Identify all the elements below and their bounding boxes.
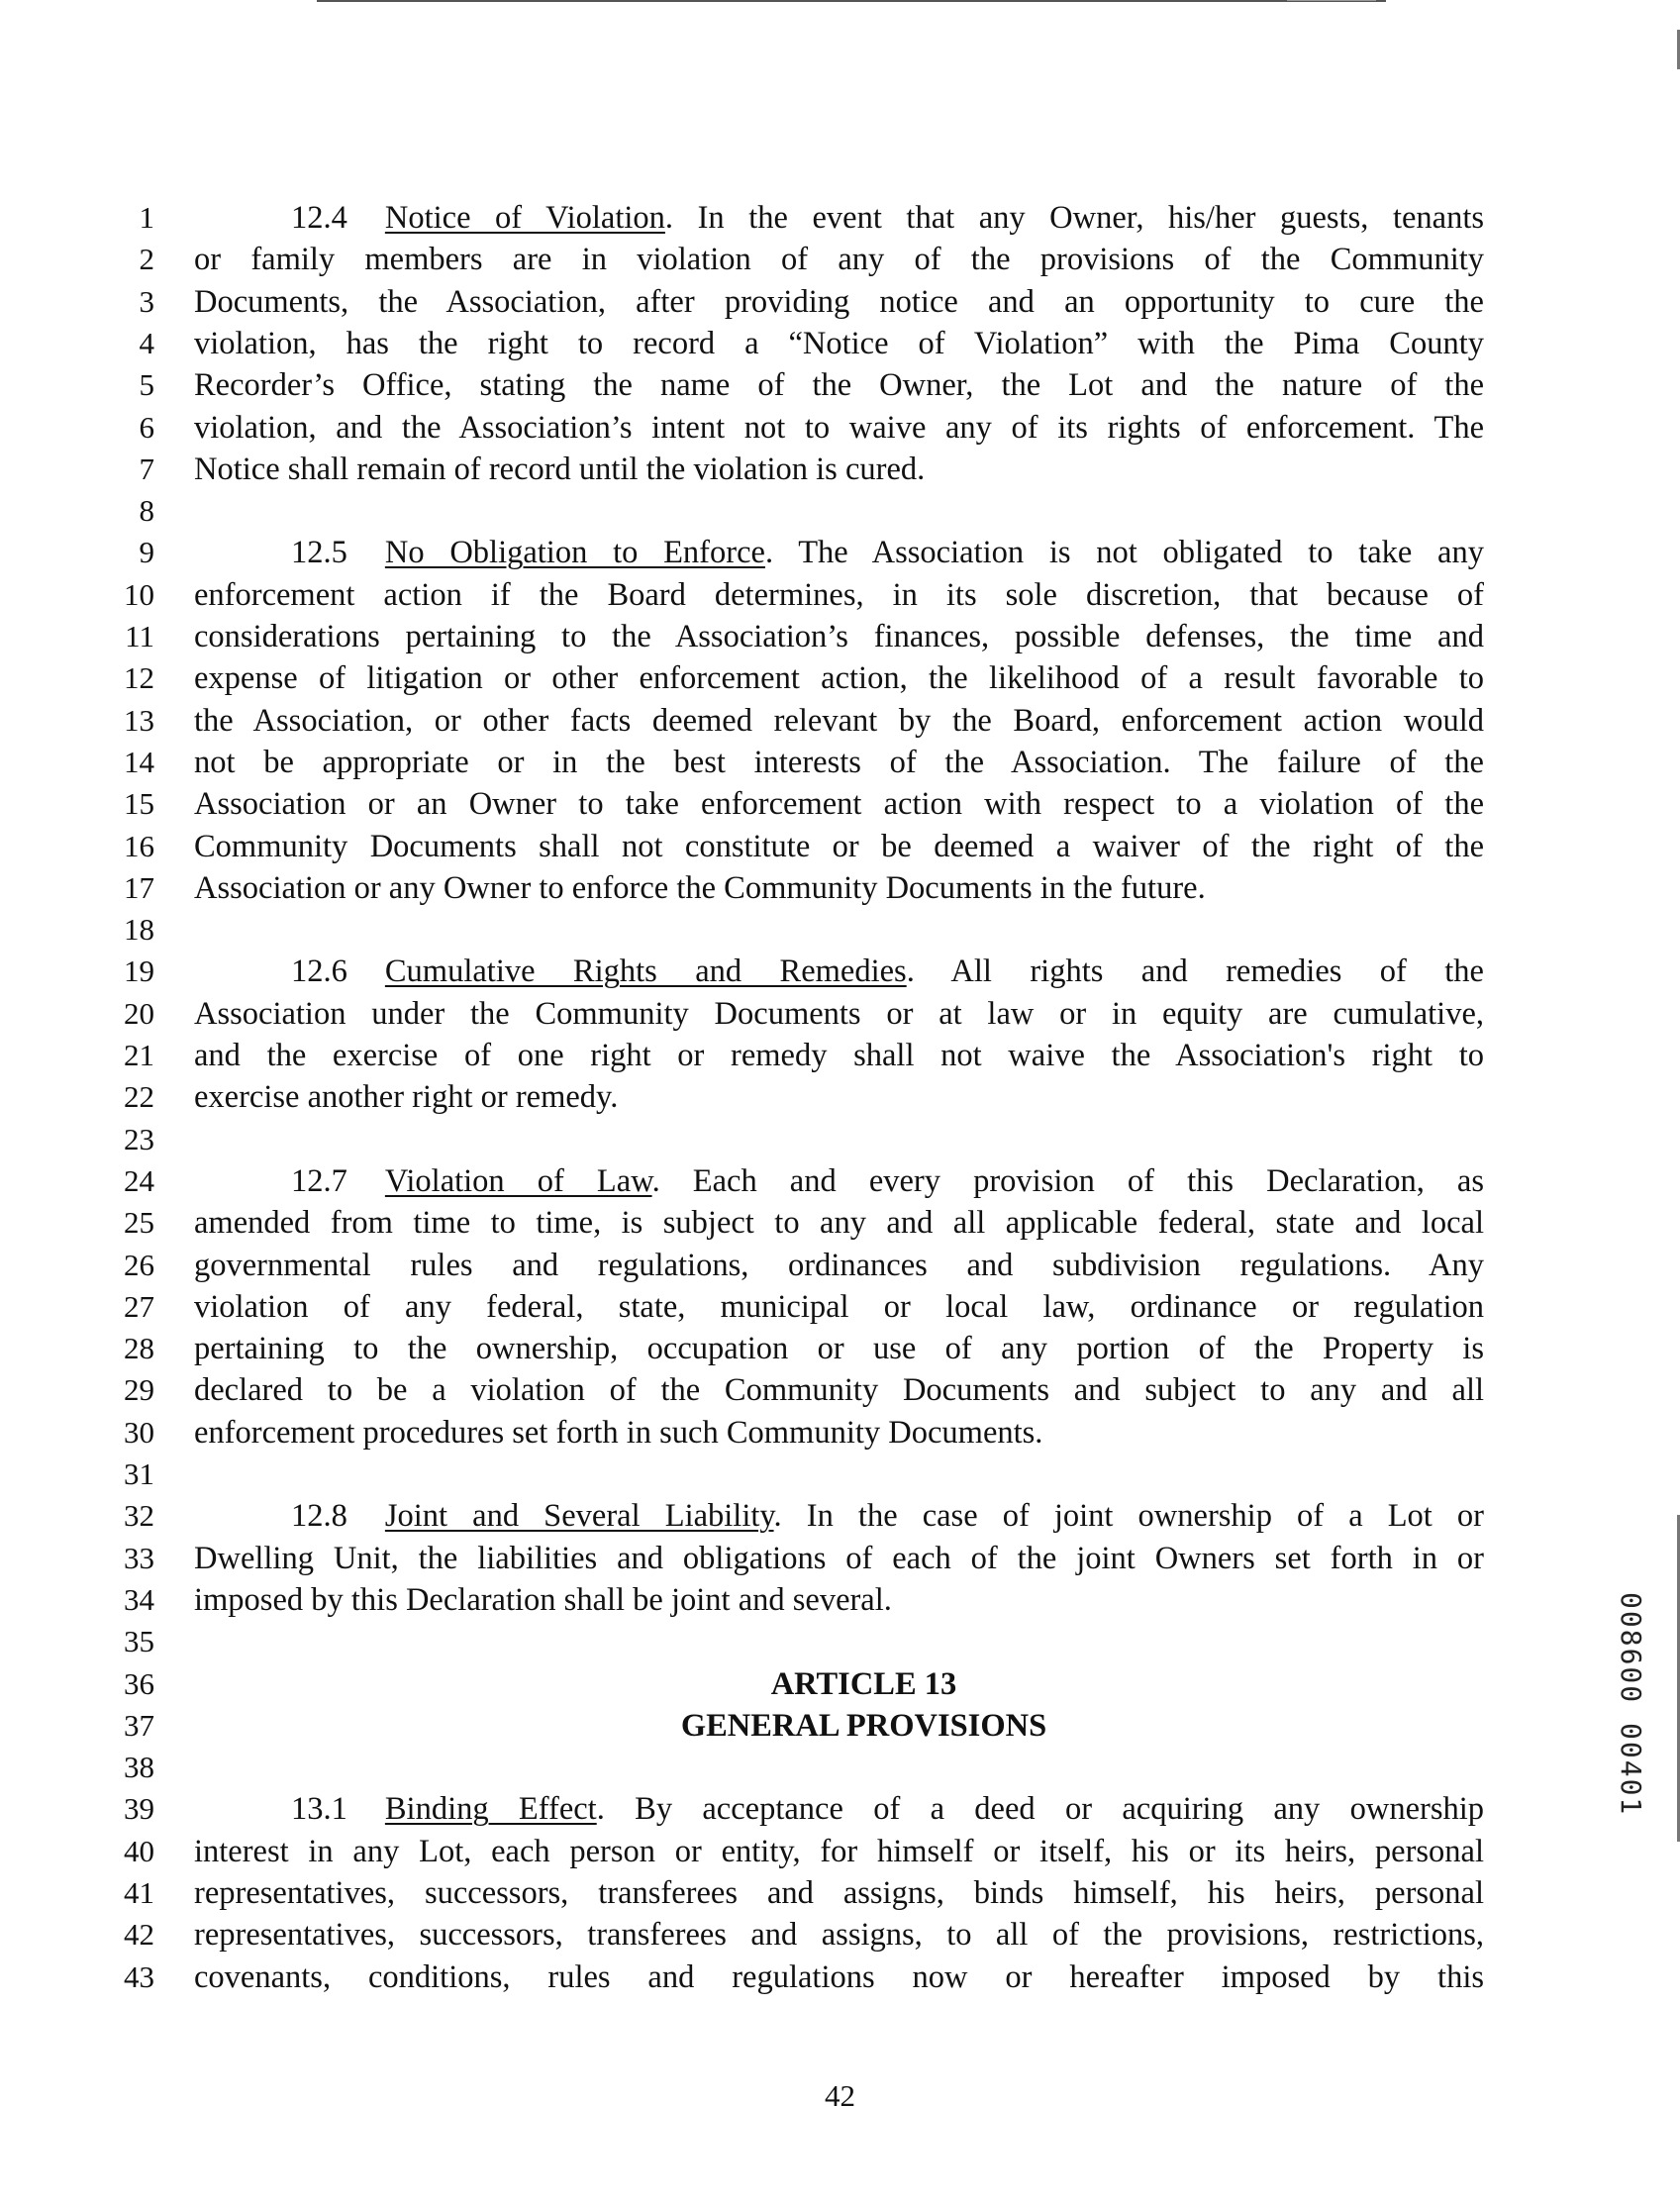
line-number: 34 <box>124 1581 154 1617</box>
line-number: 43 <box>124 1958 154 1994</box>
section-title: Notice of Violation <box>384 200 665 236</box>
line-text: Recorder’s Office, stating the name of the Owner, the Lot and the nature of the <box>194 367 1484 404</box>
section-number: 12.8 <box>291 1498 347 1535</box>
top-scan-rule <box>317 0 1386 2</box>
section-number: 12.7 <box>291 1162 347 1199</box>
line-number: 3 <box>139 283 154 319</box>
section-heading-line <box>194 532 1484 573</box>
document-line <box>0 1788 1680 1830</box>
document-line <box>0 323 1680 364</box>
section-title: Binding Effect <box>384 1791 597 1828</box>
document-line <box>0 1412 1680 1454</box>
document-line <box>0 1245 1680 1286</box>
line-number: 38 <box>124 1750 154 1785</box>
line-number: 24 <box>124 1162 154 1198</box>
line-text: imposed by this Declaration shall be joint and several. <box>194 1581 892 1618</box>
section-title: Violation of Law <box>384 1162 652 1199</box>
line-number: 19 <box>124 953 154 989</box>
line-number: 22 <box>124 1079 154 1115</box>
line-number: 10 <box>124 576 154 612</box>
line-text: Association or an Owner to take enforcement action with respect to a violation of the <box>194 786 1484 823</box>
section-text: . All rights and remedies of the <box>906 953 1484 990</box>
line-text: violation, and the Association’s intent not to waive any of its rights of enforcement. The <box>194 409 1484 446</box>
line-number: 16 <box>124 828 154 863</box>
document-line <box>0 574 1680 616</box>
line-text: Dwelling Unit, the liabilities and obligations of each of the joint Owners set forth in or <box>194 1540 1484 1576</box>
document-line <box>0 449 1680 490</box>
document-line <box>0 616 1680 657</box>
document-line <box>0 1286 1680 1328</box>
page-number: 42 <box>825 2078 855 2113</box>
line-text: representatives, successors, transferees and assigns, binds himself, his heirs, personal <box>194 1875 1484 1911</box>
line-number: 41 <box>124 1875 154 1910</box>
line-number: 8 <box>139 493 154 529</box>
document-line <box>0 1831 1680 1872</box>
top-scan-rule-secondary <box>1287 0 1376 1</box>
line-number: 18 <box>124 912 154 948</box>
line-text: interest in any Lot, each person or entity, for himself or itself, his or its heirs, personal <box>194 1833 1484 1869</box>
section-heading-line <box>194 1495 1484 1537</box>
section-text: . By acceptance of a deed or acquiring any ownership <box>596 1791 1485 1828</box>
document-line <box>0 1705 1680 1747</box>
line-text: declared to be a violation of the Community Documents and subject to any and all <box>194 1372 1484 1409</box>
line-text: or family members are in violation of any of the provisions of the Community <box>194 242 1484 278</box>
line-text: enforcement procedures set forth in such Community Documents. <box>194 1414 1043 1451</box>
document-line <box>0 742 1680 783</box>
line-number: 6 <box>139 409 154 445</box>
line-number: 13 <box>124 702 154 738</box>
line-number: 25 <box>124 1205 154 1241</box>
line-text: enforcement action if the Board determines, in its sole discretion, that because of <box>194 576 1484 613</box>
document-line <box>0 1454 1680 1495</box>
line-text: considerations pertaining to the Association’s finances, possible defenses, the time and <box>194 619 1484 654</box>
section-number: 13.1 <box>291 1791 347 1828</box>
document-line <box>0 1579 1680 1621</box>
section-title: Cumulative Rights and Remedies <box>384 953 907 990</box>
article-heading: GENERAL PROVISIONS <box>680 1707 1047 1744</box>
line-number: 7 <box>139 451 154 486</box>
document-line <box>0 1872 1680 1914</box>
section-text: . The Association is not obligated to take any <box>764 535 1484 571</box>
line-number: 33 <box>124 1540 154 1575</box>
line-text: amended from time to time, is subject to any and all applicable federal, state and local <box>194 1205 1484 1242</box>
line-text: the Association, or other facts deemed relevant by the Board, enforcement action would <box>194 702 1484 739</box>
line-number: 39 <box>124 1791 154 1827</box>
line-text: and the exercise of one right or remedy shall not waive the Association's right to <box>194 1038 1484 1073</box>
line-text: Notice shall remain of record until the violation is cured. <box>194 451 926 487</box>
line-number: 9 <box>139 535 154 570</box>
document-line <box>0 1663 1680 1705</box>
line-number: 36 <box>124 1665 154 1701</box>
line-number: 20 <box>124 995 154 1031</box>
line-number: 15 <box>124 786 154 822</box>
document-line <box>0 1747 1680 1788</box>
line-text: covenants, conditions, rules and regulations now or hereafter imposed by this <box>194 1958 1484 1995</box>
document-line <box>0 951 1680 992</box>
line-text: Association under the Community Documents or at law or in equity are cumulative, <box>194 995 1484 1032</box>
line-number: 28 <box>124 1331 154 1366</box>
document-line <box>0 1538 1680 1579</box>
document-line <box>0 1160 1680 1202</box>
document-line <box>0 1914 1680 1956</box>
document-line <box>0 1621 1680 1662</box>
document-line <box>0 909 1680 951</box>
line-text: exercise another right or remedy. <box>194 1079 619 1116</box>
section-text: . Each and every provision of this Declaration, as <box>651 1162 1484 1199</box>
document-line <box>0 700 1680 742</box>
document-line <box>0 1202 1680 1244</box>
document-line <box>0 657 1680 699</box>
document-line <box>0 1328 1680 1369</box>
section-heading-line <box>194 1788 1484 1830</box>
line-number: 32 <box>124 1498 154 1534</box>
section-text: . In the case of joint ownership of a Lot or <box>773 1498 1484 1535</box>
line-number: 29 <box>124 1372 154 1408</box>
line-number: 35 <box>124 1624 154 1659</box>
document-line <box>0 1076 1680 1118</box>
line-number: 14 <box>124 744 154 779</box>
line-text: representatives, successors, transferees and assigns, to all of the provisions, restrictions, <box>194 1917 1484 1954</box>
line-text: Documents, the Association, after providing notice and an opportunity to cure the <box>194 283 1484 320</box>
document-line <box>0 1035 1680 1076</box>
line-text: governmental rules and regulations, ordinances and subdivision regulations. Any <box>194 1247 1484 1283</box>
document-line <box>0 281 1680 323</box>
section-heading-line <box>194 951 1484 992</box>
section-number: 12.4 <box>291 200 347 236</box>
line-number: 30 <box>124 1414 154 1450</box>
document-line <box>0 826 1680 867</box>
line-number: 40 <box>124 1833 154 1868</box>
line-number: 37 <box>124 1707 154 1743</box>
document-line <box>0 783 1680 825</box>
line-number: 26 <box>124 1247 154 1282</box>
document-line <box>0 1369 1680 1411</box>
line-number: 1 <box>139 200 154 235</box>
document-line <box>0 407 1680 449</box>
document-line <box>0 490 1680 532</box>
section-text: . In the event that any Owner, his/her guests, tenants <box>664 200 1484 236</box>
section-title: No Obligation to Enforce <box>384 535 765 571</box>
section-title: Joint and Several Liability <box>384 1498 774 1535</box>
document-line <box>0 1119 1680 1160</box>
line-number: 23 <box>124 1121 154 1156</box>
document-line <box>0 197 1680 239</box>
document-line <box>0 867 1680 909</box>
document-line <box>0 993 1680 1035</box>
article-heading: ARTICLE 13 <box>770 1665 957 1702</box>
section-number: 12.5 <box>291 535 347 571</box>
document-line <box>0 1956 1680 1998</box>
recording-stamp-text: 008600 00401 <box>1615 1592 1647 1817</box>
line-text: expense of litigation or other enforcement action, the likelihood of a result favorable to <box>194 660 1484 697</box>
document-line <box>0 532 1680 573</box>
line-text: not be appropriate or in the best interests of the Association. The failure of the <box>194 744 1484 780</box>
line-number: 21 <box>124 1038 154 1072</box>
section-heading-line <box>194 197 1484 239</box>
line-text: violation of any federal, state, municipal or local law, ordinance or regulation <box>194 1288 1484 1325</box>
line-text: Association or any Owner to enforce the Community Documents in the future. <box>194 869 1206 906</box>
section-heading-line <box>194 1160 1484 1202</box>
document-line <box>0 239 1680 280</box>
section-number: 12.6 <box>291 953 347 990</box>
line-text: pertaining to the ownership, occupation or use of any portion of the Property is <box>194 1331 1484 1367</box>
line-text: Community Documents shall not constitute or be deemed a waiver of the right of the <box>194 828 1484 864</box>
line-number: 31 <box>124 1456 154 1491</box>
line-number: 2 <box>139 242 154 277</box>
line-number: 17 <box>124 869 154 905</box>
line-number: 12 <box>124 660 154 696</box>
recording-stamp <box>1612 1592 1651 1869</box>
line-number: 11 <box>125 619 154 653</box>
line-number: 27 <box>124 1288 154 1324</box>
line-text: violation, has the right to record a “Notice of Violation” with the Pima County <box>194 325 1484 361</box>
line-number: 4 <box>139 325 154 360</box>
line-number: 42 <box>124 1917 154 1953</box>
document-line <box>0 1495 1680 1537</box>
document-line <box>0 364 1680 406</box>
line-number: 5 <box>139 367 154 403</box>
